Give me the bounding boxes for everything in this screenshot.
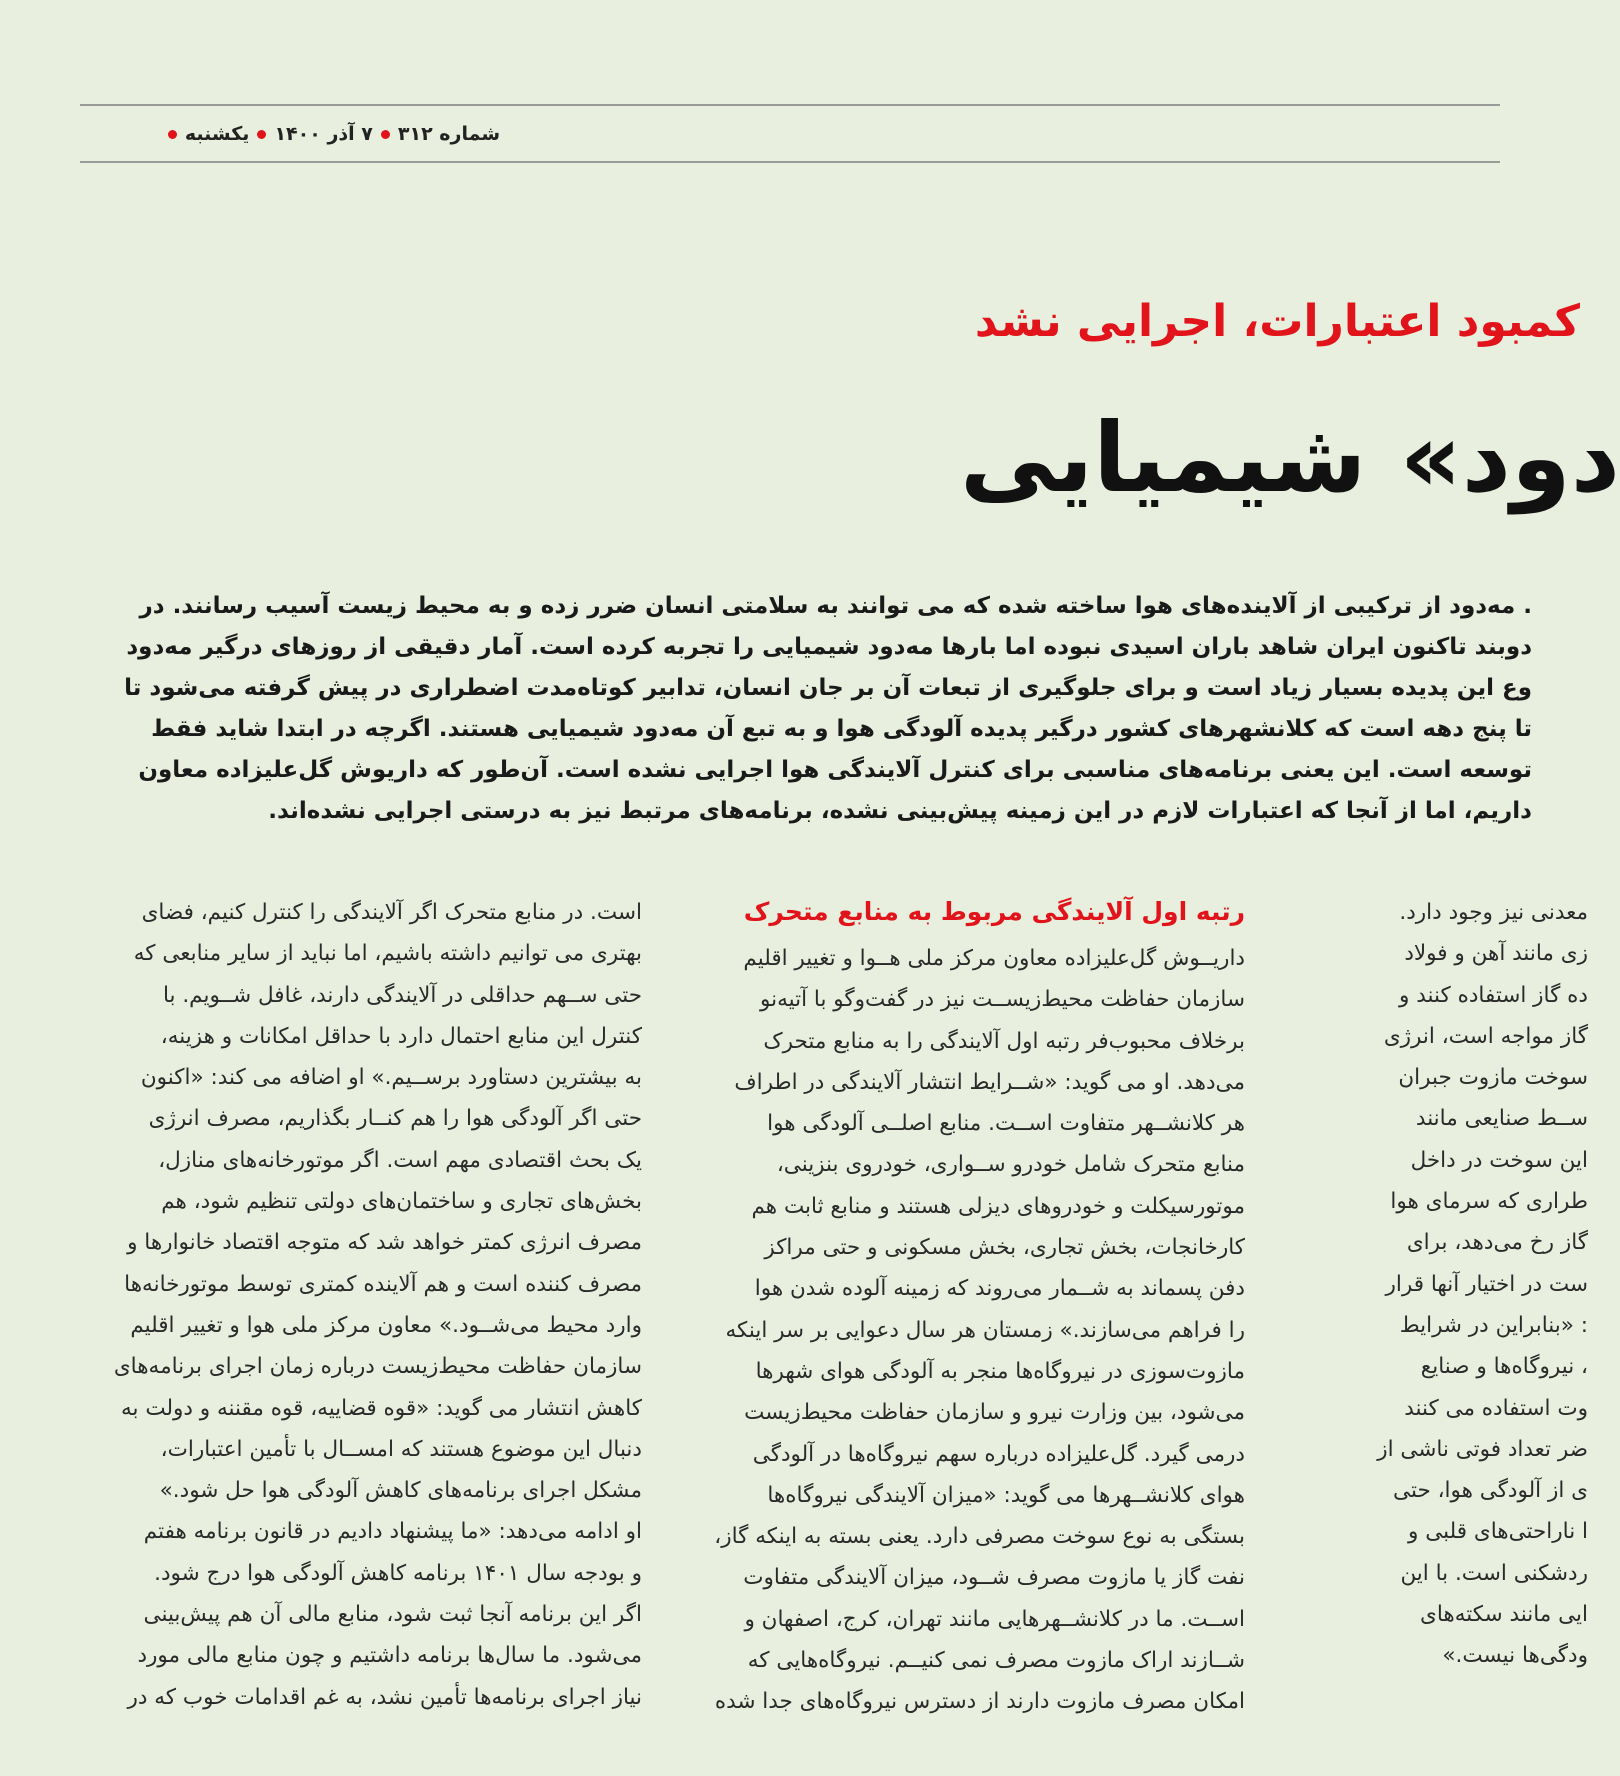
body-line: امکان مصرف مازوت دارند از دسترس نیروگاه‌های جدا شده <box>714 1689 1245 1715</box>
column-left <box>80 892 642 1718</box>
body-line: شــازند اراک مازوت مصرف نمی کنیــم. نیروگاه‌هایی که <box>747 1648 1245 1674</box>
body-line: دفن پسماند به شــمار می‌روند که زمینه آلوده شدن هوا <box>754 1276 1245 1302</box>
body-line: او ادامه می‌دهد: «ما پیشنهاد دادیم در قانون برنامه هفتم <box>143 1519 642 1545</box>
body-line: : «بنابراین در شرایط <box>1399 1312 1588 1338</box>
body-line: گاز رخ می‌دهد، برای <box>1406 1230 1588 1256</box>
body-line: موتورسیکلت و خودروهای دیزلی هستند و منابع ثابت هم <box>751 1193 1245 1219</box>
body-line: سوخت مازوت جبران <box>1398 1065 1588 1091</box>
body-line: اگر این برنامه آنجا ثبت شود، منابع مالی آن هم پیش‌بینی <box>143 1602 642 1628</box>
column-right <box>1288 892 1588 1677</box>
body-line: را فراهم می‌سازند.» زمستان هر سال دعوایی بر سر اینکه <box>725 1317 1245 1343</box>
body-line: نفت گاز یا مازوت مصرف شــود، میزان آلایندگی متفاوت <box>743 1565 1245 1591</box>
body-line: کاهش انتشار می گوید: «قوه قضاییه، قوه مقننه و دولت به <box>121 1395 642 1421</box>
body-line: معدنی نیز وجود دارد. <box>1399 900 1588 925</box>
body-line: ست در اختیار آنها قرار <box>1385 1271 1588 1297</box>
body-line: این سوخت در داخل <box>1410 1147 1588 1173</box>
lead-line: تا پنج دهه است که کلانشهرهای کشور درگیر پدیده آلودگی هوا و به تبع آن مه‌دود شیمیایی هستند. اگرچه در ابتدا شاید فقط <box>151 716 1532 742</box>
body-line: مصرف انرژی کمتر خواهد شد که متوجه اقتصاد خانوارها و <box>127 1230 642 1256</box>
issue-day: یکشنبه <box>184 123 250 145</box>
body-line: مصرف کننده است و هم آلاینده کمتری توسط موتورخانه‌ها <box>124 1271 642 1297</box>
body-line: ســط صنایعی مانند <box>1415 1106 1588 1132</box>
body-line: بخش‌های تجاری و ساختمان‌های دولتی تنظیم شود، هم <box>161 1189 642 1215</box>
body-line: می‌دهد. او می گوید: «شــرایط انتشار آلایندگی در اطراف <box>734 1069 1245 1095</box>
body-line: حتی ســهم حداقلی در آلایندگی دارند، غافل شــویم. با <box>162 982 642 1008</box>
body-line: زی مانند آهن و فولاد <box>1404 941 1588 967</box>
body-line: بهتری می توانیم داشته باشیم، اما نباید از سایر منابعی که <box>133 941 642 967</box>
lead-line: دوبند تاکنون ایران شاهد باران اسیدی نبوده اما بارها مه‌دود شیمیایی را تجربه کرده است. آمار دقیقی از روزهای درگیر مه‌دود <box>126 634 1532 660</box>
body-line: درمی گیرد. گل‌علیزاده درباره سهم نیروگاه‌ها در آلودگی <box>752 1441 1245 1467</box>
section-subhead: رتبه اول آلایندگی مربوط به منابع متحرک <box>743 897 1245 926</box>
body-line: وت استفاده می کنند <box>1404 1395 1588 1421</box>
body-line: هر کلانشــهر متفاوت اســت. منابع اصلــی آلودگی هوا <box>767 1111 1245 1137</box>
article-kicker: کمبود اعتبارات، اجرایی نشد <box>974 296 1580 347</box>
body-line: هوای کلانشــهرها می گوید: «میزان آلایندگی نیروگاه‌ها <box>767 1482 1245 1508</box>
body-line: است. در منابع متحرک اگر آلایندگی را کنترل کنیم، فضای <box>141 900 642 925</box>
body-line: اســت. ما در کلانشــهرهایی مانند تهران، کرج، اصفهان و <box>744 1606 1245 1632</box>
body-line: ی از آلودگی هوا، حتی <box>1393 1478 1588 1504</box>
body-line: و بودجه سال ۱۴۰۱ برنامه کاهش آلودگی هوا درج شود. <box>154 1560 642 1586</box>
body-line: به بیشترین دستاورد برســیم.» او اضافه می کند: «اکنون <box>140 1065 642 1091</box>
lead-line: توسعه است. این یعنی برنامه‌های مناسبی برای کنترل آلایندگی هوا اجرایی نشده است. آن‌طور که داریوش گل‌علیزاده معاون <box>138 757 1532 783</box>
body-line: کارخانجات، بخش تجاری، بخش مسکونی و حتی مراکز <box>764 1235 1245 1261</box>
body-line: سازمان حفاظت محیط‌زیست درباره زمان اجرای برنامه‌های <box>113 1354 642 1380</box>
body-line: گاز مواجه است، انرژی <box>1383 1023 1588 1049</box>
body-line: منابع متحرک شامل خودرو ســواری، خودروی بنزینی، <box>776 1152 1245 1178</box>
body-line: ایی مانند سکته‌های <box>1420 1602 1588 1628</box>
body-line: ا ناراحتی‌های قلبی و <box>1408 1519 1588 1545</box>
body-line: دنبال این موضوع هستند که امســال با تأمین اعتبارات، <box>160 1436 642 1462</box>
body-line: نیاز اجرای برنامه‌ها تأمین نشد، به غم اقدامات خوب که در <box>127 1684 642 1710</box>
body-line: ضر تعداد فوتی ناشی از <box>1377 1436 1588 1462</box>
body-line: کنترل این منابع احتمال دارد با حداقل امکانات و هزینه، <box>160 1023 642 1049</box>
body-line: ودگی‌ها نیست.» <box>1442 1643 1588 1669</box>
body-line: یک بحث اقتصادی مهم است. اگر موتورخانه‌های منازل، <box>158 1147 642 1173</box>
article-headline: دود» شیمیایی <box>960 402 1620 514</box>
issue-date: ۷ آذر ۱۴۰۰ <box>274 123 373 145</box>
body-line: مازوت‌سوزی در نیروگاه‌ها منجر به آلودگی هوای شهرها <box>755 1358 1245 1384</box>
body-line: می‌شود، بین وزارت نیرو و سازمان حفاظت محیط‌زیست <box>744 1400 1245 1426</box>
body-line: وارد محیط می‌شــود.» معاون مرکز ملی هوا و تغییر اقلیم <box>130 1312 642 1338</box>
body-line: بستگی به نوع سوخت مصرفی دارد. یعنی بسته به اینکه گاز، <box>714 1524 1245 1550</box>
body-line: طراری که سرمای هوا <box>1390 1189 1588 1215</box>
body-line: حتی اگر آلودگی هوا را هم کنــار بگذاریم، مصرف انرژی <box>148 1106 642 1132</box>
column-middle <box>685 892 1245 1723</box>
body-line: مشکل اجرای برنامه‌های کاهش آلودگی هوا حل شود.» <box>159 1478 642 1504</box>
lead-line: . مه‌دود از ترکیبی از آلاینده‌های هوا ساخته شده که می توانند به سلامتی انسان ضرر زده و به محیط زیست آسیب رسانند. در <box>139 593 1532 619</box>
body-line: سازمان حفاظت محیط‌زیســت نیز در گفت‌وگو با آتیه‌نو <box>760 987 1245 1013</box>
lead-line: وع این پدیده بسیار زیاد است و برای جلوگیری از تبعات آن بر جان انسان، تدابیر کوتاه‌مدت اضطراری در پیش گرفته می‌شود تا <box>124 675 1532 701</box>
body-line: ردشکنی است. با این <box>1400 1560 1588 1586</box>
body-line: برخلاف محبوب‌فر رتبه اول آلایندگی را به منابع متحرک <box>763 1028 1245 1054</box>
body-line: داریــوش گل‌علیزاده معاون مرکز ملی هــوا و تغییر اقلیم <box>743 946 1245 971</box>
body-line: ده گاز استفاده کنند و <box>1399 982 1588 1008</box>
body-line: ، نیروگاه‌ها و صنایع <box>1420 1354 1588 1380</box>
body-line: می‌شود. ما سال‌ها برنامه داشتیم و چون منابع مالی مورد <box>137 1643 642 1669</box>
lead-line: داریم، اما از آنجا که اعتبارات لازم در این زمینه پیش‌بینی نشده، برنامه‌های مرتبط نیز به درستی اجرایی نشده‌اند. <box>268 798 1532 824</box>
article-lead <box>82 586 1532 832</box>
issue-number: شماره ۳۱۲ <box>397 123 500 145</box>
